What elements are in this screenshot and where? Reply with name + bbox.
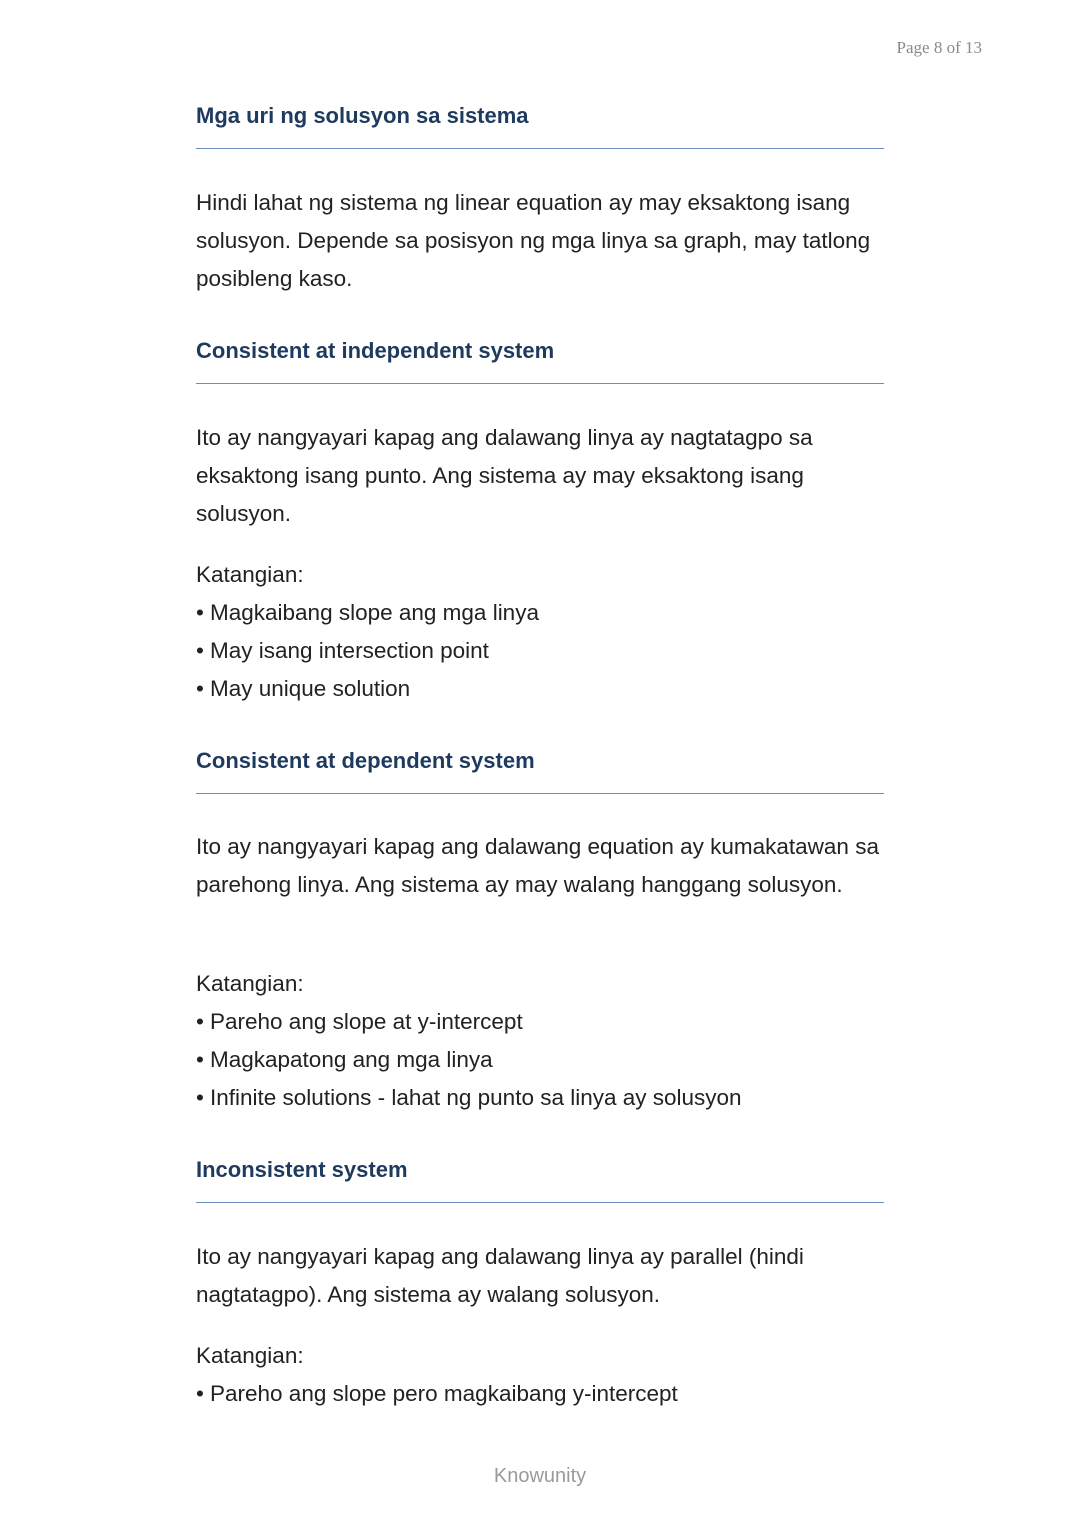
- section-heading-consistent-dependent: Consistent at dependent system: [196, 748, 884, 794]
- list-item: [196, 632, 539, 670]
- bullet-icon: •: [196, 600, 204, 625]
- list-item: [196, 594, 539, 632]
- bullet-list-inconsistent: [196, 1375, 678, 1413]
- list-item: [196, 670, 539, 708]
- bullet-icon: •: [196, 638, 204, 663]
- list-item: [196, 1375, 678, 1413]
- bullet-icon: •: [196, 676, 204, 701]
- paragraph-consistent-dependent: Ito ay nangyayari kapag ang dalawang equation ay kumakatawan sa parehong linya. Ang sistema ay may walang hanggang solusyon.: [196, 834, 879, 897]
- section-heading-inconsistent: Inconsistent system: [196, 1157, 884, 1203]
- label-katangian-1: Katangian:: [196, 562, 304, 587]
- paragraph-consistent-independent: Ito ay nangyayari kapag ang dalawang linya ay nagtatagpo sa eksaktong isang punto. Ang sistema ay may eksaktong isang solusyon.: [196, 425, 813, 526]
- list-item-text: May unique solution: [210, 676, 411, 701]
- label-katangian-3: Katangian:: [196, 1343, 304, 1368]
- list-item-text: Pareho ang slope at y-intercept: [210, 1009, 523, 1034]
- bullet-list-consistent-dependent: [196, 1003, 742, 1117]
- list-item-text: May isang intersection point: [210, 638, 489, 663]
- section-heading-solution-types: Mga uri ng solusyon sa sistema: [196, 103, 884, 149]
- label-katangian-2: Katangian:: [196, 971, 304, 996]
- list-item: [196, 1003, 742, 1041]
- bullet-icon: •: [196, 1381, 204, 1406]
- page-number: Page 8 of 13: [896, 38, 982, 57]
- list-item-text: Pareho ang slope pero magkaibang y-intercept: [210, 1381, 678, 1406]
- section-heading-consistent-independent: Consistent at independent system: [196, 338, 884, 384]
- list-item-text: Magkaibang slope ang mga linya: [210, 600, 539, 625]
- bullet-list-consistent-independent: [196, 594, 539, 708]
- bullet-icon: •: [196, 1085, 204, 1110]
- list-item: [196, 1079, 742, 1117]
- bullet-icon: •: [196, 1047, 204, 1072]
- paragraph-inconsistent: Ito ay nangyayari kapag ang dalawang linya ay parallel (hindi nagtatagpo). Ang sistema ay walang solusyon.: [196, 1244, 804, 1307]
- list-item: [196, 1041, 742, 1079]
- list-item-text: Magkapatong ang mga linya: [210, 1047, 493, 1072]
- footer-brand: Knowunity: [493, 1465, 587, 1487]
- bullet-icon: •: [196, 1009, 204, 1034]
- paragraph-intro: Hindi lahat ng sistema ng linear equation ay may eksaktong isang solusyon. Depende sa posisyon ng mga linya sa graph, may tatlong posibleng kaso.: [196, 190, 871, 291]
- list-item-text: Infinite solutions - lahat ng punto sa linya ay solusyon: [210, 1085, 742, 1110]
